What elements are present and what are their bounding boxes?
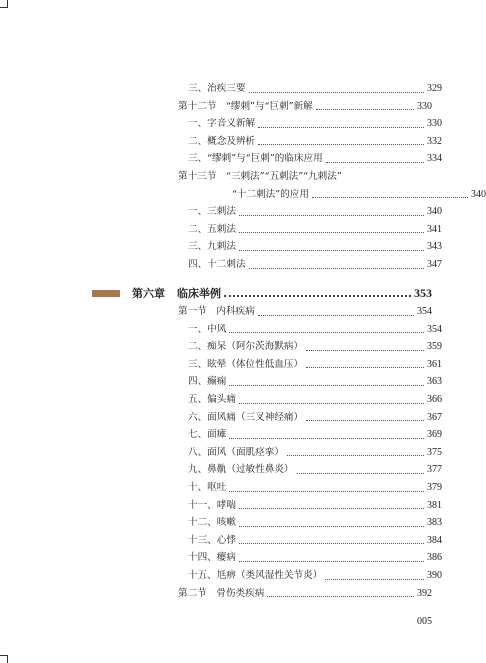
toc-leader-dots <box>306 411 424 421</box>
toc-entry-title: 第一节 内科疾病 <box>178 306 255 317</box>
toc-entry[interactable] <box>178 186 486 203</box>
toc-entry-page: 386 <box>427 552 442 564</box>
toc-leader-dots <box>306 341 424 351</box>
toc-leader-dots <box>258 306 414 316</box>
toc-entry[interactable] <box>178 585 432 602</box>
crop-mark-bottom <box>0 655 8 663</box>
toc-entry-title: 三、“缪刺”与“巨刺”的临床应用 <box>188 153 323 165</box>
toc-entry-title: 三、眩晕（体位性低血压） <box>188 358 304 370</box>
toc-entry-page: 377 <box>427 464 442 476</box>
toc-entry[interactable] <box>178 567 442 584</box>
toc-entry-title: 四、十二刺法 <box>188 259 246 270</box>
toc-entry-title: 一、中风 <box>188 323 227 335</box>
toc-entry-title: 三、治疾三要 <box>188 83 246 94</box>
toc-entry-page: 392 <box>417 587 432 599</box>
toc-entry-title: 一、字音义新解 <box>188 118 256 130</box>
toc-leader-dots <box>229 429 424 439</box>
toc-entry-page: 354 <box>427 323 442 335</box>
chapter-leader-dots <box>224 286 411 297</box>
toc-entry[interactable] <box>178 532 442 549</box>
toc-entry-title: 四、癫痫 <box>188 376 227 388</box>
toc-entry-title: 二、概念及辨析 <box>188 135 256 147</box>
chapter-accent-bar <box>92 290 120 297</box>
toc-entry-page: 354 <box>417 306 432 317</box>
toc-entry-page: 367 <box>427 411 442 423</box>
toc-entry-page: 361 <box>427 358 442 370</box>
toc-entry[interactable] <box>178 549 442 566</box>
toc-entry-page: 334 <box>427 153 442 165</box>
toc-entry-title: 第十二节 “缪刺”与“巨刺”新解 <box>178 100 313 112</box>
toc-leader-dots <box>229 376 424 386</box>
toc-leader-dots <box>239 223 424 233</box>
toc-leader-dots <box>258 135 424 145</box>
toc-entry-title: 十二、咳嗽 <box>188 517 236 529</box>
toc-entry[interactable] <box>178 444 442 461</box>
toc-entry[interactable] <box>178 115 442 132</box>
toc-entry-page: 369 <box>427 429 442 441</box>
toc-leader-dots <box>239 394 424 404</box>
toc-entry-page: 383 <box>427 517 442 529</box>
toc-entry-title: 七、面瘫 <box>188 429 227 441</box>
toc-entry-page: 341 <box>427 223 442 235</box>
toc-entry[interactable] <box>178 98 432 115</box>
toc-entry-page: 363 <box>427 376 442 388</box>
toc-leader-dots <box>312 188 468 198</box>
toc-entry-title: 六、面风痛（三叉神经痛） <box>188 411 304 423</box>
toc-entry-title: 八、面风（面肌痉挛） <box>188 446 284 458</box>
toc-entry-page: 340 <box>427 206 442 218</box>
toc-entry-title: 十四、瘿病 <box>188 552 236 564</box>
toc-entry-title: 三、九刺法 <box>188 241 236 253</box>
toc-entry-title: 二、五刺法 <box>188 223 236 235</box>
toc-entry[interactable] <box>178 373 442 390</box>
toc-entry[interactable] <box>178 133 442 150</box>
toc-leader-dots <box>249 259 424 269</box>
toc-entry-page: 384 <box>427 534 442 546</box>
chapter-title: 临床举例 <box>177 287 221 300</box>
toc-leader-dots <box>267 587 414 597</box>
toc-entry-page: 381 <box>427 499 442 511</box>
toc-entry[interactable] <box>178 514 442 531</box>
toc-entry-page: 343 <box>427 241 442 253</box>
toc-entry[interactable] <box>178 221 442 238</box>
page-number: 005 <box>417 616 432 627</box>
toc-leader-dots <box>229 482 424 492</box>
toc-entry-title: 第二节 骨伤类疾病 <box>178 587 265 599</box>
toc-entry-title: 第十三节 “三刺法”“五刺法”“九刺法” <box>178 171 342 182</box>
chapter-number: 第六章 <box>132 287 165 300</box>
toc-entry-page: 347 <box>427 259 442 270</box>
toc-entry-title: 十、呕吐 <box>188 482 227 493</box>
toc-leader-dots <box>258 118 424 128</box>
toc-entry[interactable] <box>178 150 442 167</box>
toc-entry-page: 329 <box>427 83 442 94</box>
toc-entry[interactable] <box>178 426 442 443</box>
toc-leader-dots <box>326 153 424 163</box>
toc-leader-dots <box>297 464 424 474</box>
toc-entry[interactable] <box>178 238 442 255</box>
toc-leader-dots <box>239 499 424 509</box>
toc-leader-dots <box>325 570 424 580</box>
toc-leader-dots <box>316 100 414 110</box>
chapter-page: 353 <box>414 285 432 300</box>
toc-entry[interactable] <box>178 461 442 478</box>
toc-entry[interactable] <box>178 391 442 408</box>
toc-leader-dots <box>239 241 424 251</box>
toc-entry-title: 二、痴呆（阿尔茨海默病） <box>188 341 304 353</box>
toc-entry-page: 379 <box>427 482 442 493</box>
toc-leader-dots <box>249 83 424 93</box>
toc-entry[interactable] <box>178 479 442 496</box>
toc-entry-page: 330 <box>427 118 442 130</box>
toc-entry-page: 390 <box>427 570 442 581</box>
toc-entry-page: 340 <box>471 188 486 200</box>
toc-entry-title: 十五、尪痹（类风湿性关节炎） <box>188 570 323 581</box>
toc-entry[interactable] <box>178 497 442 514</box>
toc-entry[interactable] <box>178 338 442 355</box>
toc-entry-page: 375 <box>427 446 442 458</box>
toc-leader-dots <box>306 358 424 368</box>
toc-entry-title: “十二刺法”的应用 <box>232 188 309 200</box>
toc-entry-title: 一、三刺法 <box>188 206 236 218</box>
toc-leader-dots <box>239 552 424 562</box>
toc-entry-page: 332 <box>427 135 442 147</box>
toc-entry[interactable] <box>178 321 442 338</box>
toc-entry-page: 366 <box>427 394 442 405</box>
toc-entry-page: 330 <box>417 100 432 112</box>
chapter-heading[interactable] <box>92 284 432 302</box>
toc-entry[interactable] <box>178 80 442 97</box>
toc-entry[interactable] <box>178 168 432 185</box>
toc-entry[interactable] <box>178 356 442 373</box>
toc-entry-page: 359 <box>427 341 442 353</box>
toc-leader-dots <box>239 534 424 544</box>
toc-entry-title: 五、偏头痛 <box>188 394 236 405</box>
toc-leader-dots <box>239 206 424 216</box>
toc-entry-title: 十三、心悸 <box>188 534 236 546</box>
toc-entry[interactable] <box>178 409 442 426</box>
crop-mark-top <box>0 0 8 8</box>
toc-leader-dots <box>287 446 424 456</box>
toc-leader-dots <box>239 517 424 527</box>
toc-entry[interactable] <box>178 256 442 273</box>
toc-leader-dots <box>229 323 424 333</box>
toc-entry-title: 十一、哮喘 <box>188 499 236 511</box>
toc-entry[interactable] <box>178 203 442 220</box>
toc-entry-title: 九、鼻鼽（过敏性鼻炎） <box>188 464 294 476</box>
toc-entry[interactable] <box>178 303 432 320</box>
